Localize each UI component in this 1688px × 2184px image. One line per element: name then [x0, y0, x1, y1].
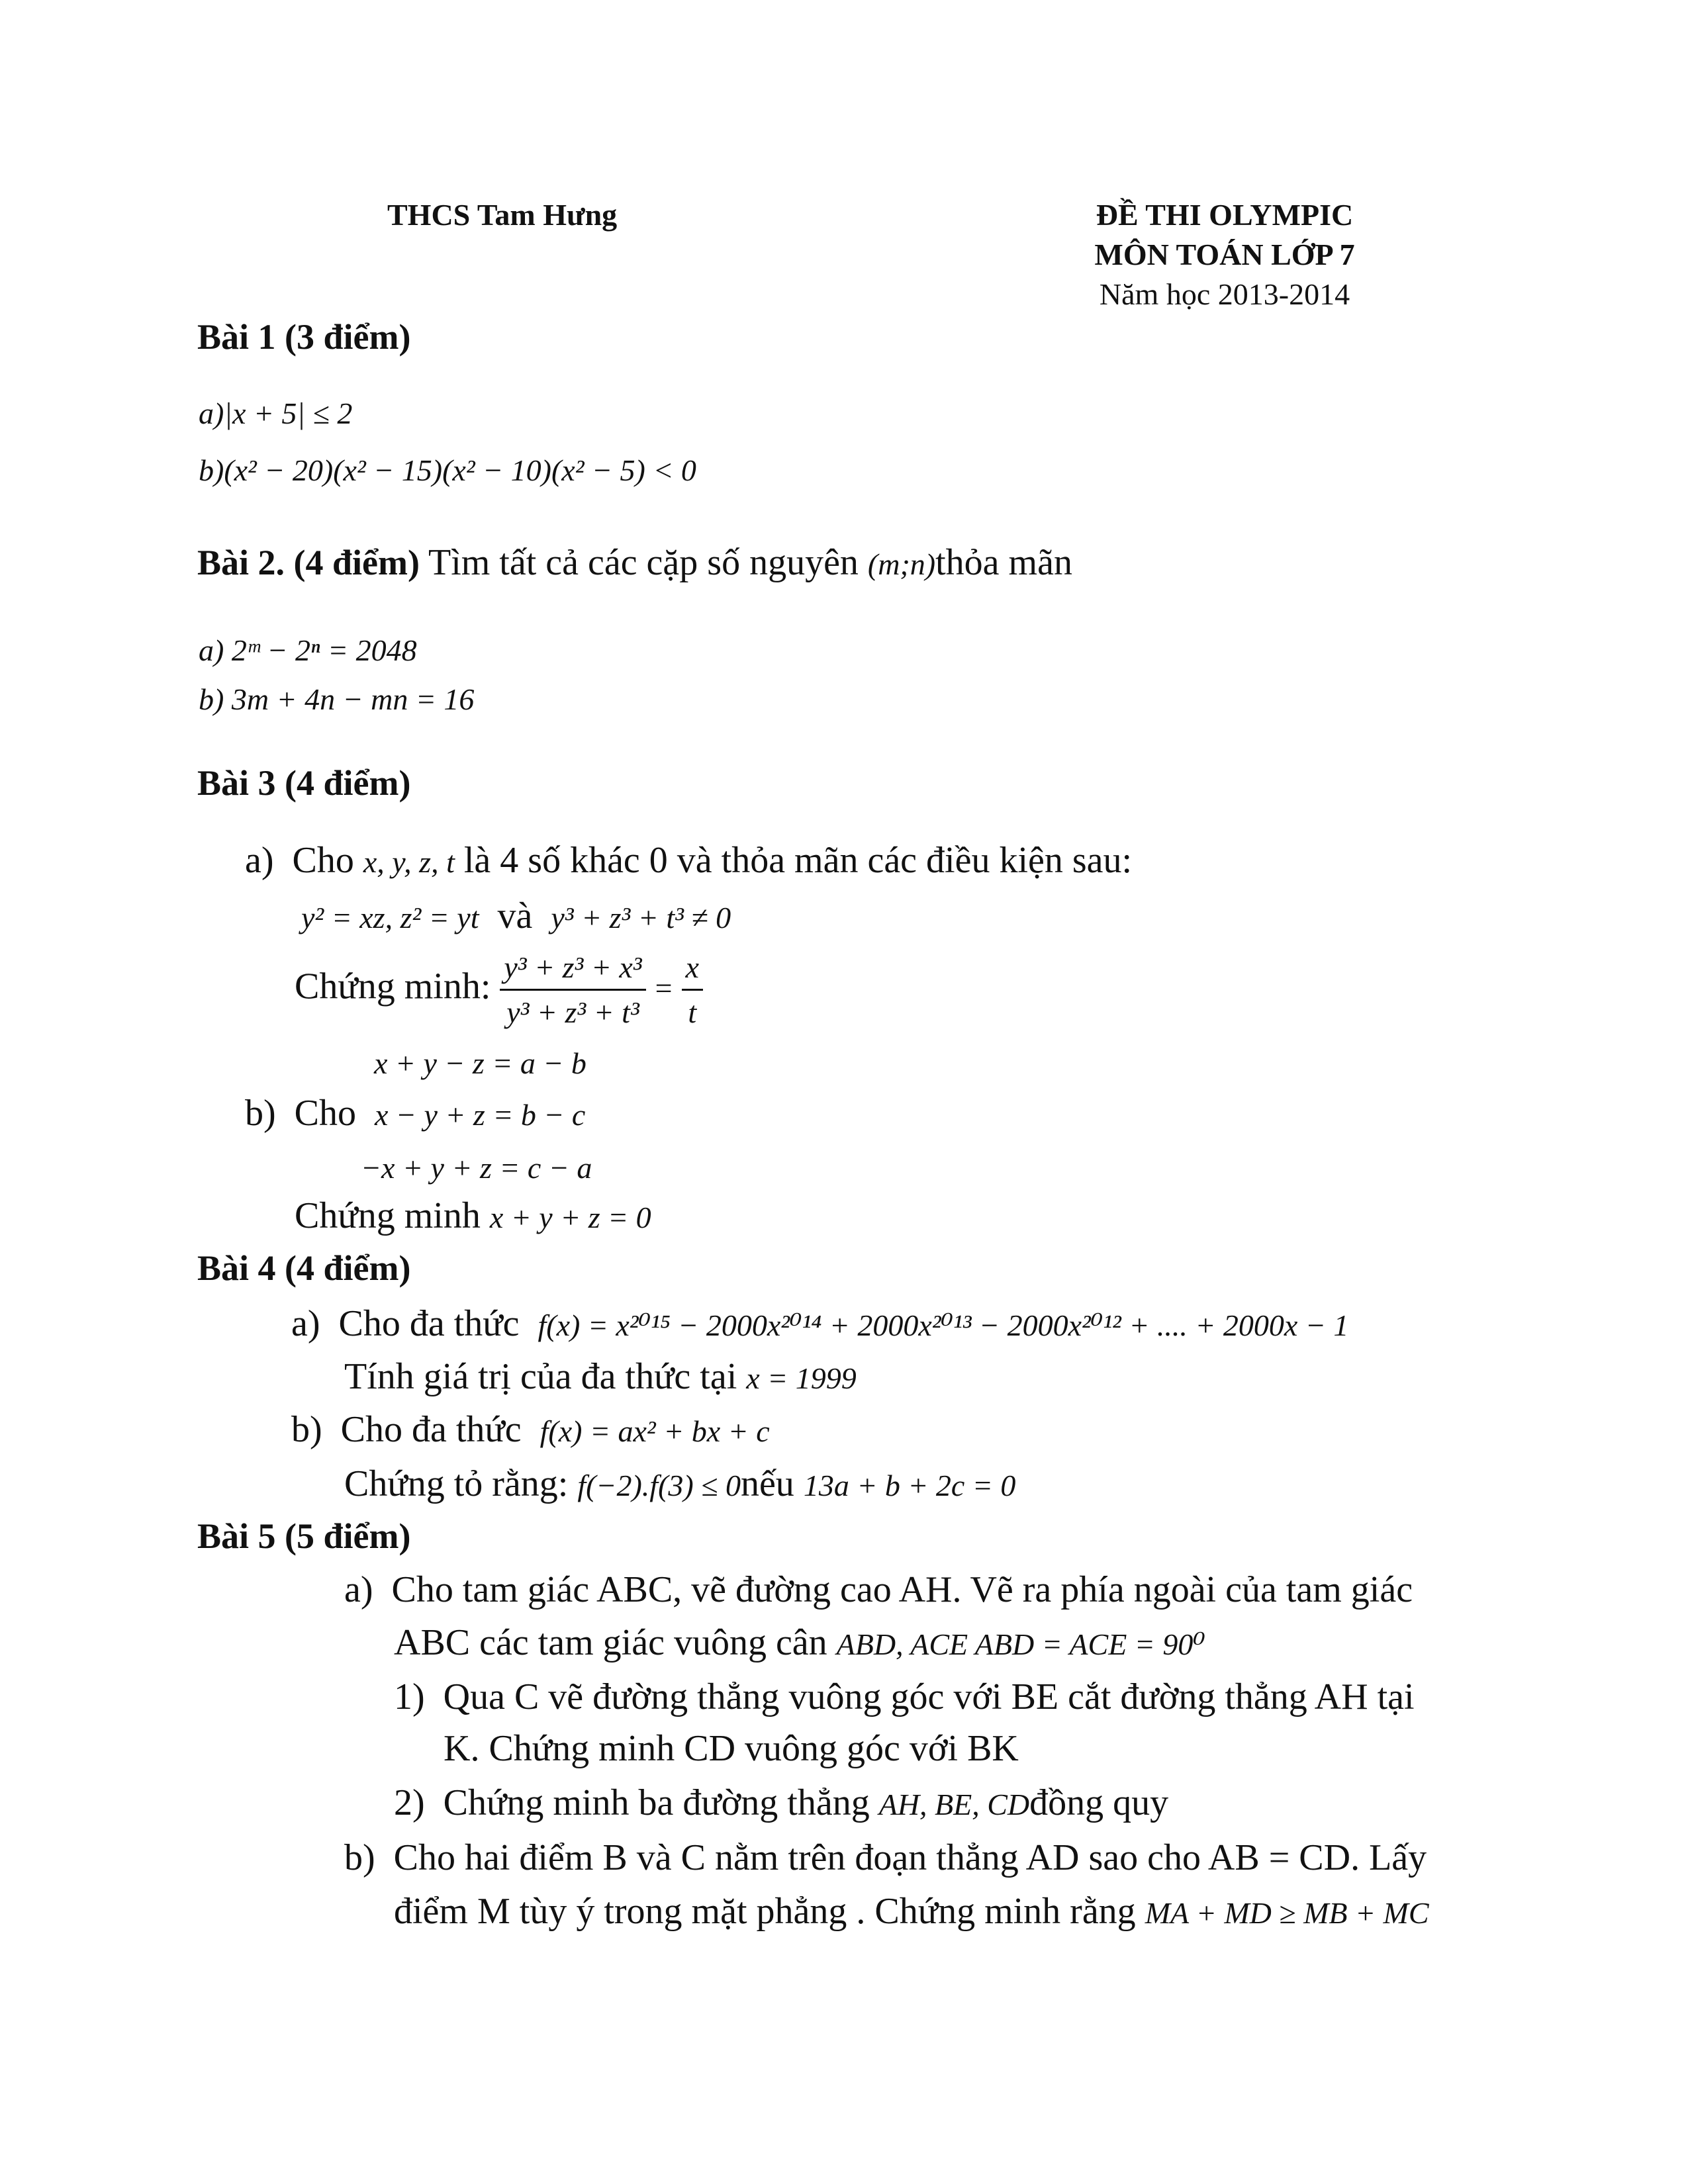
bai1-b: b)(x² − 20)(x² − 15)(x² − 10)(x² − 5) < 0	[199, 453, 696, 487]
bai3-b-eq1: x + y − z = a − b	[374, 1046, 586, 1080]
bai1-a: a)|x + 5| ≤ 2	[199, 396, 353, 430]
bai3-a-vars: x, y, z, t	[363, 845, 455, 879]
bai5-title: Bài 5 (5 điểm)	[197, 1516, 411, 1556]
bai2-prompt: Tìm tất cả các cặp số nguyên	[428, 542, 859, 583]
bai3-b-goal: x + y + z = 0	[489, 1201, 651, 1234]
bai3-a-cond1: y² = xz, z² = yt	[301, 901, 479, 934]
bai5-b-line1: Cho hai điểm B và C nằm trên đoạn thẳng AD sao cho AB = CD. Lấy	[393, 1837, 1427, 1878]
equals-sign: =	[655, 971, 673, 1005]
bai4-title: Bài 4 (4 điểm)	[197, 1248, 411, 1288]
bai3-title: Bài 3 (4 điểm)	[197, 763, 411, 803]
bai5-s1-line2: K. Chứng minh CD vuông góc với BK	[444, 1728, 1019, 1769]
bai4-b-text2: Chứng tỏ rằng:	[344, 1463, 569, 1504]
bai3-b-eq3: −x + y + z = c − a	[361, 1151, 592, 1185]
bai2-a: a) 2ᵐ − 2ⁿ = 2048	[199, 633, 417, 667]
bai3-b-text: Cho	[294, 1093, 357, 1134]
bai2-b: b) 3m + 4n − mn = 16	[199, 682, 475, 716]
bai3-a-prove-row	[295, 950, 703, 1030]
fraction-1-numerator: y³ + z³ + x³	[500, 950, 645, 991]
exam-title: ĐỀ THI OLYMPIC	[1096, 198, 1354, 232]
bai5-b-label: b)	[344, 1837, 375, 1878]
bai4-a-poly: f(x) = x²⁰¹⁵ − 2000x²⁰¹⁴ + 2000x²⁰¹³ − 2000x²⁰¹² + .... + 2000x − 1	[538, 1308, 1349, 1342]
bai5-b-line2: điểm M tùy ý trong mặt phẳng . Chứng minh rằng	[394, 1891, 1136, 1932]
bai3-a-text2: là 4 số khác 0 và thỏa mãn các điều kiện sau:	[463, 840, 1133, 881]
bai3-b-prove: Chứng minh	[295, 1195, 481, 1236]
bai4-b-if: nếu	[740, 1463, 794, 1504]
bai3-a-text1: Cho	[292, 840, 354, 881]
school-name: THCS Tam Hưng	[387, 198, 618, 232]
bai1-title: Bài 1 (3 điểm)	[197, 317, 411, 357]
bai4-a-text: Cho đa thức	[338, 1303, 520, 1344]
bai5-s2-math: AH, BE, CD	[878, 1788, 1030, 1821]
bai4-b-text: Cho đa thức	[340, 1409, 522, 1450]
fraction-2-numerator: x	[682, 950, 703, 991]
bai5-s2-label: 2)	[394, 1782, 425, 1823]
bai4-a-val: x = 1999	[746, 1361, 857, 1395]
bai5-b-math: MA + MD ≥ MB + MC	[1145, 1896, 1429, 1930]
fraction-1-denominator: y³ + z³ + t³	[506, 995, 639, 1029]
bai3-a-cond2: y³ + z³ + t³ ≠ 0	[551, 901, 731, 934]
bai4-b-ineq: f(−2).f(3) ≤ 0	[577, 1469, 741, 1502]
bai3-b-eq2: x − y + z = b − c	[375, 1098, 586, 1132]
bai5-s1-label: 1)	[394, 1676, 425, 1717]
bai4-b-cond: 13a + b + 2c = 0	[803, 1469, 1016, 1502]
bai4-a-label: a)	[291, 1303, 320, 1344]
fraction-2-denominator: t	[688, 995, 697, 1029]
bai4-a-text2: Tính giá trị của đa thức tại	[344, 1356, 737, 1397]
bai3-a-prove: Chứng minh:	[295, 966, 491, 1007]
exam-subject: MÔN TOÁN LỚP 7	[1094, 238, 1355, 271]
bai2-pair: (m;n)	[867, 547, 936, 581]
fraction-2	[682, 950, 703, 1030]
bai3-a-label: a)	[245, 840, 274, 881]
bai5-s1-line1: Qua C vẽ đường thẳng vuông góc với BE cắt đường thẳng AH tại	[443, 1676, 1415, 1717]
bai5-a-label: a)	[344, 1569, 373, 1610]
bai5-a-line2: ABC các tam giác vuông cân	[394, 1622, 827, 1663]
bai5-a-line1: Cho tam giác ABC, vẽ đường cao AH. Vẽ ra phía ngoài của tam giác	[391, 1569, 1413, 1610]
bai5-s2-text: Chứng minh ba đường thẳng	[443, 1782, 870, 1823]
bai5-a-math: ABD, ACE ABD = ACE = 90⁰	[836, 1627, 1205, 1661]
bai4-b-poly: f(x) = ax² + bx + c	[539, 1414, 770, 1448]
bai2-prompt-end: thỏa mãn	[935, 542, 1072, 583]
bai2-title: Bài 2. (4 điểm)	[197, 543, 420, 582]
fraction-1	[500, 950, 645, 1030]
bai5-s2-end: đồng quy	[1029, 1782, 1169, 1823]
bai4-b-label: b)	[291, 1409, 322, 1450]
exam-year: Năm học 2013-2014	[1099, 277, 1350, 311]
bai3-b-label: b)	[245, 1093, 276, 1134]
bai3-a-and: và	[497, 895, 533, 936]
